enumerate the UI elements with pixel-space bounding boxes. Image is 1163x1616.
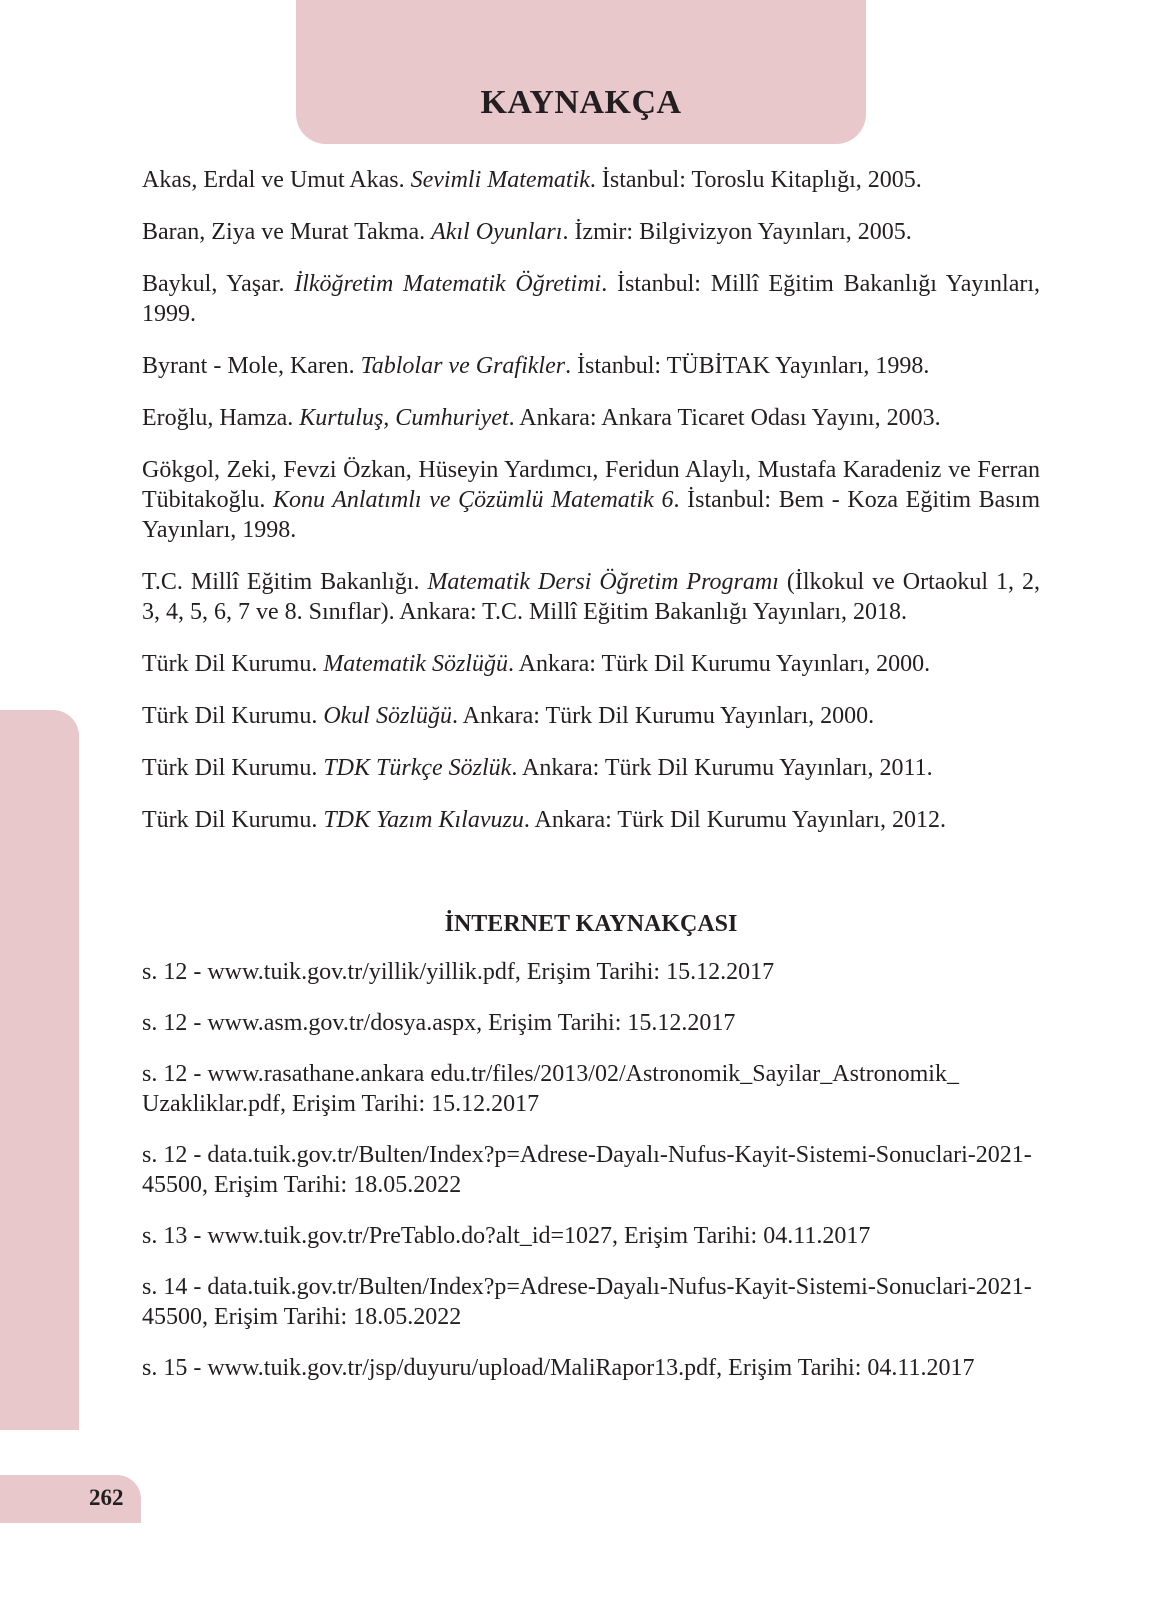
- page-number: 262: [89, 1485, 124, 1510]
- page-title: KAYNAKÇA: [480, 84, 682, 121]
- reference-entry: Türk Dil Kurumu. Okul Sözlüğü. Ankara: Türk Dil Kurumu Yayınları, 2000.: [142, 703, 875, 729]
- reference-list: [142, 165, 1040, 835]
- internet-reference-entry: s. 12 - www.tuik.gov.tr/yillik/yillik.pdf, Erişim Tarihi: 15.12.2017: [142, 959, 775, 985]
- internet-reference-entry: s. 13 - www.tuik.gov.tr/PreTablo.do?alt_id=1027, Erişim Tarihi: 04.11.2017: [142, 1223, 871, 1249]
- title-tab: [296, 0, 866, 144]
- reference-entry: T.C. Millî Eğitim Bakanlığı. Matematik Dersi Öğretim Programı (İlkokul ve Ortaokul 1, 2, 3, 4, 5, 6, 7 ve 8. Sınıflar). Ankara: T.C. Millî Eğitim Bakanlığı Yayınları, 2018.: [142, 569, 1041, 625]
- internet-sources-heading: İNTERNET KAYNAKÇASI: [444, 911, 738, 937]
- internet-reference-list: [142, 957, 1040, 1383]
- internet-reference-entry: s. 14 - data.tuik.gov.tr/Bulten/Index?p=Adrese-Dayalı-Nufus-Kayit-Sistemi-Sonuclari-2021-45500, Erişim Tarihi: 18.05.2022: [142, 1274, 1032, 1330]
- reference-entry: Türk Dil Kurumu. Matematik Sözlüğü. Ankara: Türk Dil Kurumu Yayınları, 2000.: [142, 651, 931, 677]
- reference-entry: Baykul, Yaşar. İlköğretim Matematik Öğretimi. İstanbul: Millî Eğitim Bakanlığı Yayınları, 1999.: [142, 271, 1041, 327]
- reference-entry: Gökgol, Zeki, Fevzi Özkan, Hüseyin Yardımcı, Feridun Alaylı, Mustafa Karadeniz ve Ferran Tübitakoğlu. Konu Anlatımlı ve Çözümlü Matematik 6. İstanbul: Bem - Koza Eğitim Basım Yayınları, 1998.: [142, 457, 1040, 543]
- bibliography-content: [142, 165, 1040, 1404]
- internet-reference-entry: s. 12 - www.rasathane.ankara edu.tr/files/2013/02/Astronomik_Sayilar_Astronomik_ Uzakliklar.pdf, Erişim Tarihi: 15.12.2017: [142, 1061, 959, 1117]
- reference-entry: Türk Dil Kurumu. TDK Yazım Kılavuzu. Ankara: Türk Dil Kurumu Yayınları, 2012.: [142, 807, 947, 833]
- side-decorative-band: [0, 710, 79, 1430]
- reference-entry: Baran, Ziya ve Murat Takma. Akıl Oyunları. İzmir: Bilgivizyon Yayınları, 2005.: [142, 219, 912, 245]
- internet-reference-entry: s. 12 - data.tuik.gov.tr/Bulten/Index?p=Adrese-Dayalı-Nufus-Kayit-Sistemi-Sonuclari-2021-45500, Erişim Tarihi: 18.05.2022: [142, 1142, 1032, 1198]
- reference-entry: Eroğlu, Hamza. Kurtuluş, Cumhuriyet. Ankara: Ankara Ticaret Odası Yayını, 2003.: [142, 405, 941, 431]
- internet-reference-entry: s. 15 - www.tuik.gov.tr/jsp/duyuru/upload/MaliRapor13.pdf, Erişim Tarihi: 04.11.2017: [142, 1355, 975, 1381]
- reference-entry: Türk Dil Kurumu. TDK Türkçe Sözlük. Ankara: Türk Dil Kurumu Yayınları, 2011.: [142, 755, 933, 781]
- internet-reference-entry: s. 12 - www.asm.gov.tr/dosya.aspx, Erişim Tarihi: 15.12.2017: [142, 1010, 736, 1036]
- reference-entry: Byrant - Mole, Karen. Tablolar ve Grafikler. İstanbul: TÜBİTAK Yayınları, 1998.: [142, 353, 930, 379]
- reference-entry: Akas, Erdal ve Umut Akas. Sevimli Matematik. İstanbul: Toroslu Kitaplığı, 2005.: [142, 167, 922, 193]
- page-number-tab: [0, 1475, 141, 1523]
